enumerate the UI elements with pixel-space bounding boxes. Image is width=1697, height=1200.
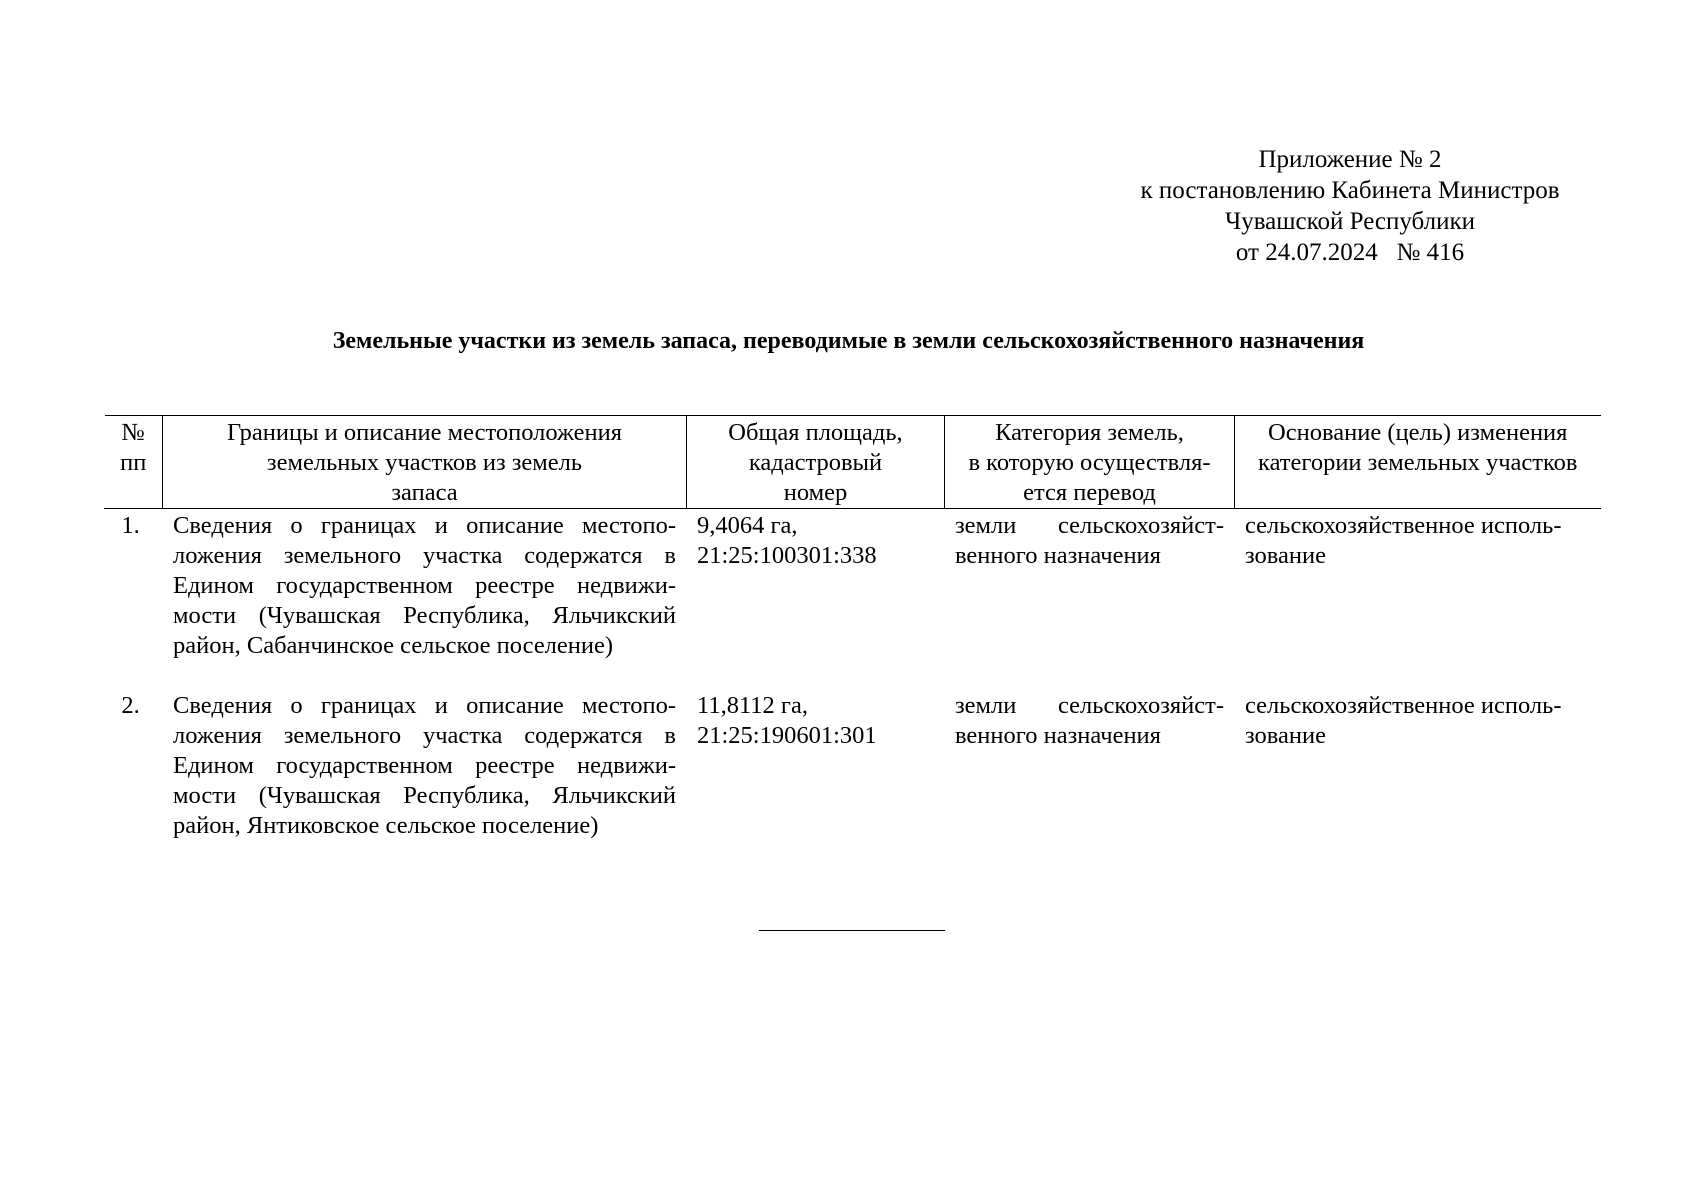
header-description (163, 416, 687, 509)
header-line: Основание (цель) изменения (1268, 419, 1568, 446)
header-number (105, 416, 163, 509)
category-line: земли сельскохозяйст- (955, 692, 1224, 719)
description-line: район, Янтиковское сельское поселение) (173, 812, 599, 839)
description-line: Едином государственном реестре недвижи- (173, 572, 676, 599)
row-number: 2. (121, 692, 140, 719)
appendix-line: к постановлению Кабинета Министров (1140, 177, 1560, 204)
description-line: Едином государственном реестре недвижи- (173, 752, 676, 779)
header-line: Общая площадь, (728, 419, 903, 446)
land-plots-table (104, 415, 1601, 841)
area-line: 11,8112 га, (697, 692, 808, 719)
row-area (687, 509, 945, 662)
row-area (687, 689, 945, 841)
description-line: ложения земельного участка содержатся в (173, 722, 676, 749)
reason-line: зование (1245, 722, 1327, 749)
header-category (945, 416, 1235, 509)
header-line: Границы и описание местоположения (226, 419, 622, 446)
reason-line: зование (1245, 542, 1327, 569)
row-category (945, 509, 1235, 662)
header-line: номер (783, 479, 848, 506)
row-description (163, 509, 687, 662)
table-row (105, 509, 1601, 662)
header-line: категории земельных участков (1258, 449, 1578, 476)
header-line: кадастровый (748, 449, 883, 476)
row-number: 1. (121, 512, 140, 539)
header-line: Категория земель, (995, 419, 1184, 446)
table-header-row (105, 416, 1601, 509)
header-line: земельных участков из земель (266, 449, 583, 476)
category-line: венного назначения (955, 542, 1161, 569)
description-line: мости (Чувашская Республика, Яльчикский (173, 602, 676, 629)
row-description (163, 689, 687, 841)
appendix-block (1110, 144, 1590, 268)
reason-line: сельскохозяйственное исполь- (1245, 512, 1562, 539)
header-line: запаса (391, 479, 458, 506)
header-line: № (121, 419, 145, 446)
description-line: район, Сабанчинское сельское поселение) (173, 632, 614, 659)
description-line: Сведения о границах и описание местопо- (173, 692, 676, 719)
appendix-line: Приложение № 2 (1258, 146, 1442, 173)
closing-rule (759, 930, 945, 931)
appendix-line: от 24.07.2024 № 416 (1235, 239, 1465, 266)
category-line: венного назначения (955, 722, 1161, 749)
area-line: 9,4064 га, (697, 512, 798, 539)
row-spacer (105, 661, 1601, 689)
category-line: земли сельскохозяйст- (955, 512, 1224, 539)
reason-line: сельскохозяйственное исполь- (1245, 692, 1562, 719)
row-reason (1235, 689, 1601, 841)
appendix-line: Чувашской Республики (1224, 208, 1476, 235)
header-line: в которую осуществля- (968, 449, 1211, 476)
description-line: ложения земельного участка содержатся в (173, 542, 676, 569)
document-title: Земельные участки из земель запаса, переводимые в земли сельскохозяйственного назначения (332, 328, 1365, 354)
row-reason (1235, 509, 1601, 662)
cadastral-number: 21:25:190601:301 (697, 722, 877, 749)
description-line: Сведения о границах и описание местопо- (173, 512, 676, 539)
header-area (687, 416, 945, 509)
cadastral-number: 21:25:100301:338 (697, 542, 877, 569)
header-reason (1235, 416, 1601, 509)
header-line: ется перевод (1023, 479, 1156, 506)
table-row (105, 689, 1601, 841)
description-line: мости (Чувашская Республика, Яльчикский (173, 782, 676, 809)
header-line: пп (120, 449, 147, 476)
row-category (945, 689, 1235, 841)
